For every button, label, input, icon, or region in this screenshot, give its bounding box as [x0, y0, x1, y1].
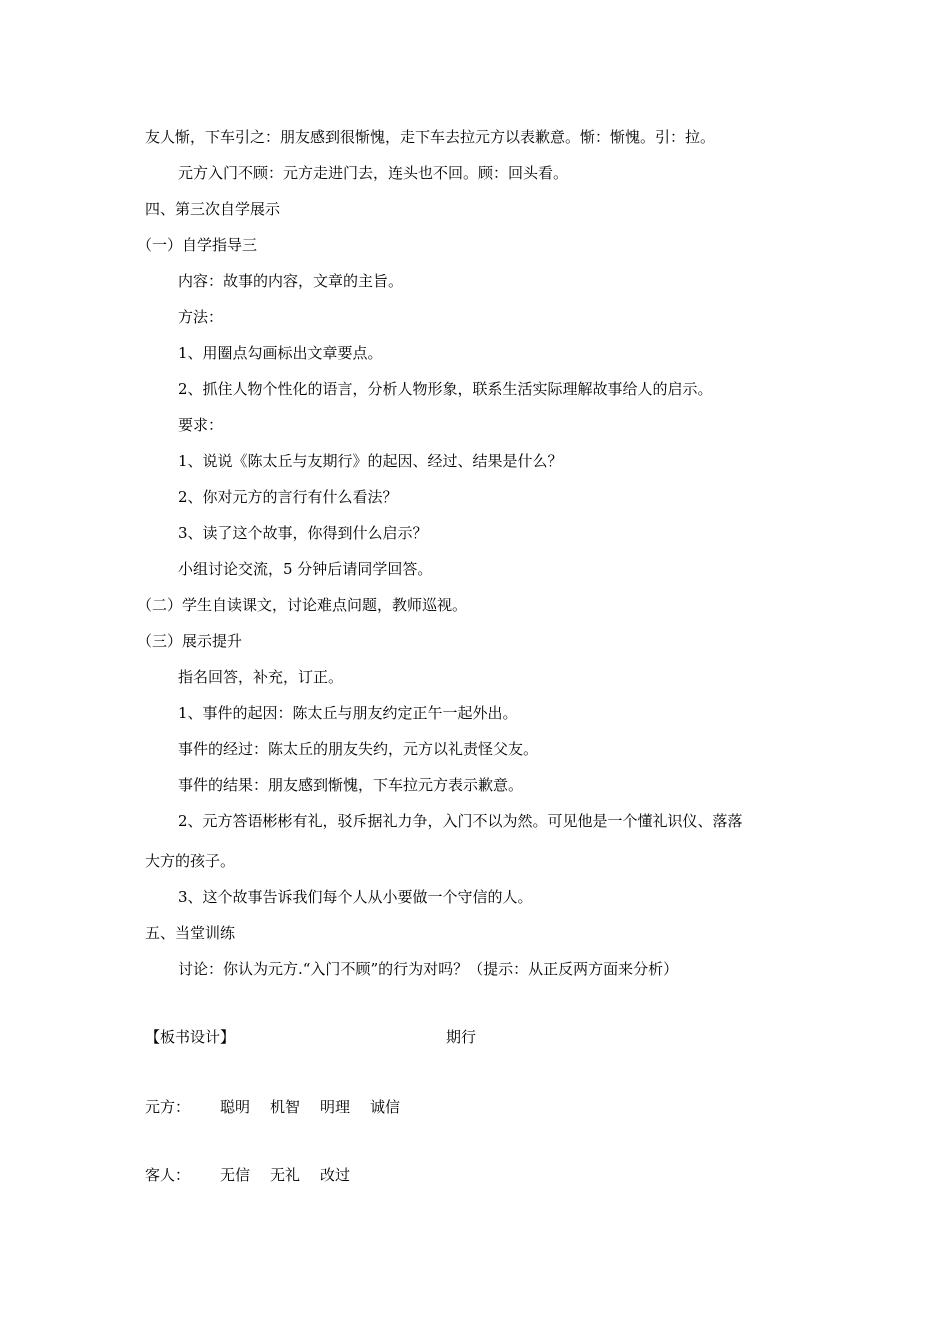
text-line: 3、读了这个故事，你得到什么启示？ — [178, 524, 428, 542]
section-heading: 四、第三次自学展示 — [145, 200, 281, 218]
text-line: 3、这个故事告诉我们每个人从小要做一个守信的人。 — [178, 888, 533, 906]
section-heading: 五、当堂训练 — [145, 924, 236, 942]
text-line: 方法： — [178, 308, 224, 326]
text-line: 1、事件的起因：陈太丘与朋友约定正午一起外出。 — [178, 704, 518, 722]
text-line: 内容：故事的内容，文章的主旨。 — [178, 272, 404, 290]
board-item: 机智 — [270, 1098, 301, 1116]
text-line: 讨论：你认为元方.“入门不顾”的行为对吗？（提示：从正反两方面来分析） — [178, 960, 679, 978]
text-line: 要求： — [178, 416, 224, 434]
board-item: 改过 — [320, 1166, 351, 1184]
text-line: 大方的孩子。 — [145, 852, 236, 870]
text-line: 事件的结果：朋友感到惭愧，下车拉元方表示歉意。 — [178, 776, 524, 794]
text-line: 友人惭，下车引之：朋友感到很惭愧，走下车去拉元方以表歉意。惭：惭愧。引：拉。 — [145, 128, 716, 146]
text-line: 1、用圈点勾画标出文章要点。 — [178, 344, 383, 362]
board-row-label: 元方： — [145, 1098, 191, 1116]
text-line: 小组讨论交流，5 分钟后请同学回答。 — [178, 560, 433, 578]
board-title: 期行 — [446, 1028, 477, 1046]
board-item: 无礼 — [270, 1166, 301, 1184]
text-line: 事件的经过：陈太丘的朋友失约，元方以礼责怪父友。 — [178, 740, 539, 758]
board-row-label: 客人： — [145, 1166, 191, 1184]
board-item: 明理 — [320, 1098, 351, 1116]
board-heading: 【板书设计】 — [145, 1028, 236, 1046]
subsection-heading: （三）展示提升 — [137, 632, 243, 650]
board-item: 聪明 — [220, 1098, 251, 1116]
board-item: 无信 — [220, 1166, 251, 1184]
text-line: 1、说说《陈太丘与友期行》的起因、经过、结果是什么？ — [178, 452, 563, 470]
subsection-heading: （一）自学指导三 — [137, 236, 258, 254]
text-line: 指名回答，补充，订正。 — [178, 668, 344, 686]
text-line: 元方入门不顾：元方走进门去，连头也不回。顾：回头看。 — [178, 164, 569, 182]
text-line: 2、你对元方的言行有什么看法？ — [178, 488, 398, 506]
text-line: 2、抓住人物个性化的语言，分析人物形象，联系生活实际理解故事给人的启示。 — [178, 380, 713, 398]
board-item: 诚信 — [370, 1098, 401, 1116]
text-line: 2、元方答语彬彬有礼，驳斥据礼力争，入门不以为然。可见他是一个懂礼识仪、落落 — [178, 812, 743, 830]
subsection-heading: （二）学生自读课文，讨论难点问题，教师巡视。 — [137, 596, 468, 614]
